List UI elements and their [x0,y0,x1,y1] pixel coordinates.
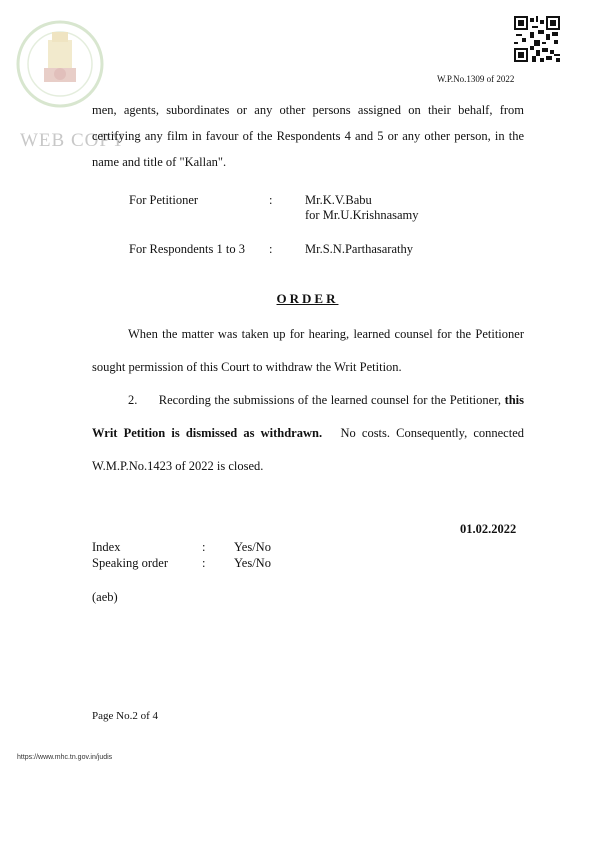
footer-url-link[interactable]: https://www.mhc.tn.gov.in/judis [17,754,113,761]
order-para2-text [92,384,524,483]
colon: : [202,540,206,554]
petitioner-label: For Petitioner [129,193,199,207]
para2-bold: this Writ Petition is dismissed as withdrawn. [92,393,525,440]
web-copy-watermark: WEB COPY [20,130,126,151]
para2-end: No costs. Consequently, connected W.M.P.No.1423 of 2022 is closed. [92,426,524,473]
page-number: Page No.2 of 4 [92,710,158,722]
counsel-respondents [129,242,413,257]
colon: : [202,556,206,570]
case-number: W.P.No.1309 of 2022 [437,74,515,84]
index-label: Index [92,540,121,554]
counsel-petitioner [129,193,419,223]
intro-paragraph [92,97,524,175]
respondents-label: For Respondents 1 to 3 [129,242,245,256]
para2-number: 2. [128,393,138,407]
order-para1-text: When the matter was taken up for hearing, learned counsel for the Petitioner sought permission of this Court to withdraw the Writ Petition. [92,327,524,374]
colon: : [269,242,273,256]
petitioner-counsel-line1: Mr.K.V.Babu [305,193,372,207]
petitioner-counsel [305,193,419,223]
intro-text: men, agents, subordinates or any other persons assigned on their behalf, from certifying any film in favour of the Respondents 4 and 5 or any other person, in the name and title of "Kallan". [92,103,524,169]
respondents-counsel: Mr.S.N.Parthasarathy [305,242,413,256]
petitioner-counsel-line2: for Mr.U.Krishnasamy [305,208,419,222]
initials: (aeb) [92,590,118,604]
order-paragraph-2 [92,384,524,483]
order-paragraph-1 [92,318,524,384]
order-title: ORDER [276,291,339,306]
speaking-order-label: Speaking order [92,556,169,570]
index-value: Yes/No [234,540,271,554]
speaking-order-value: Yes/No [234,556,271,570]
index-row [92,540,271,555]
qr-code-icon [514,16,560,62]
para2-start: Recording the submissions of the learned counsel for the Petitioner, [158,393,501,407]
colon: : [269,193,273,207]
speaking-order-row [92,556,271,571]
order-date: 01.02.2022 [460,522,517,536]
